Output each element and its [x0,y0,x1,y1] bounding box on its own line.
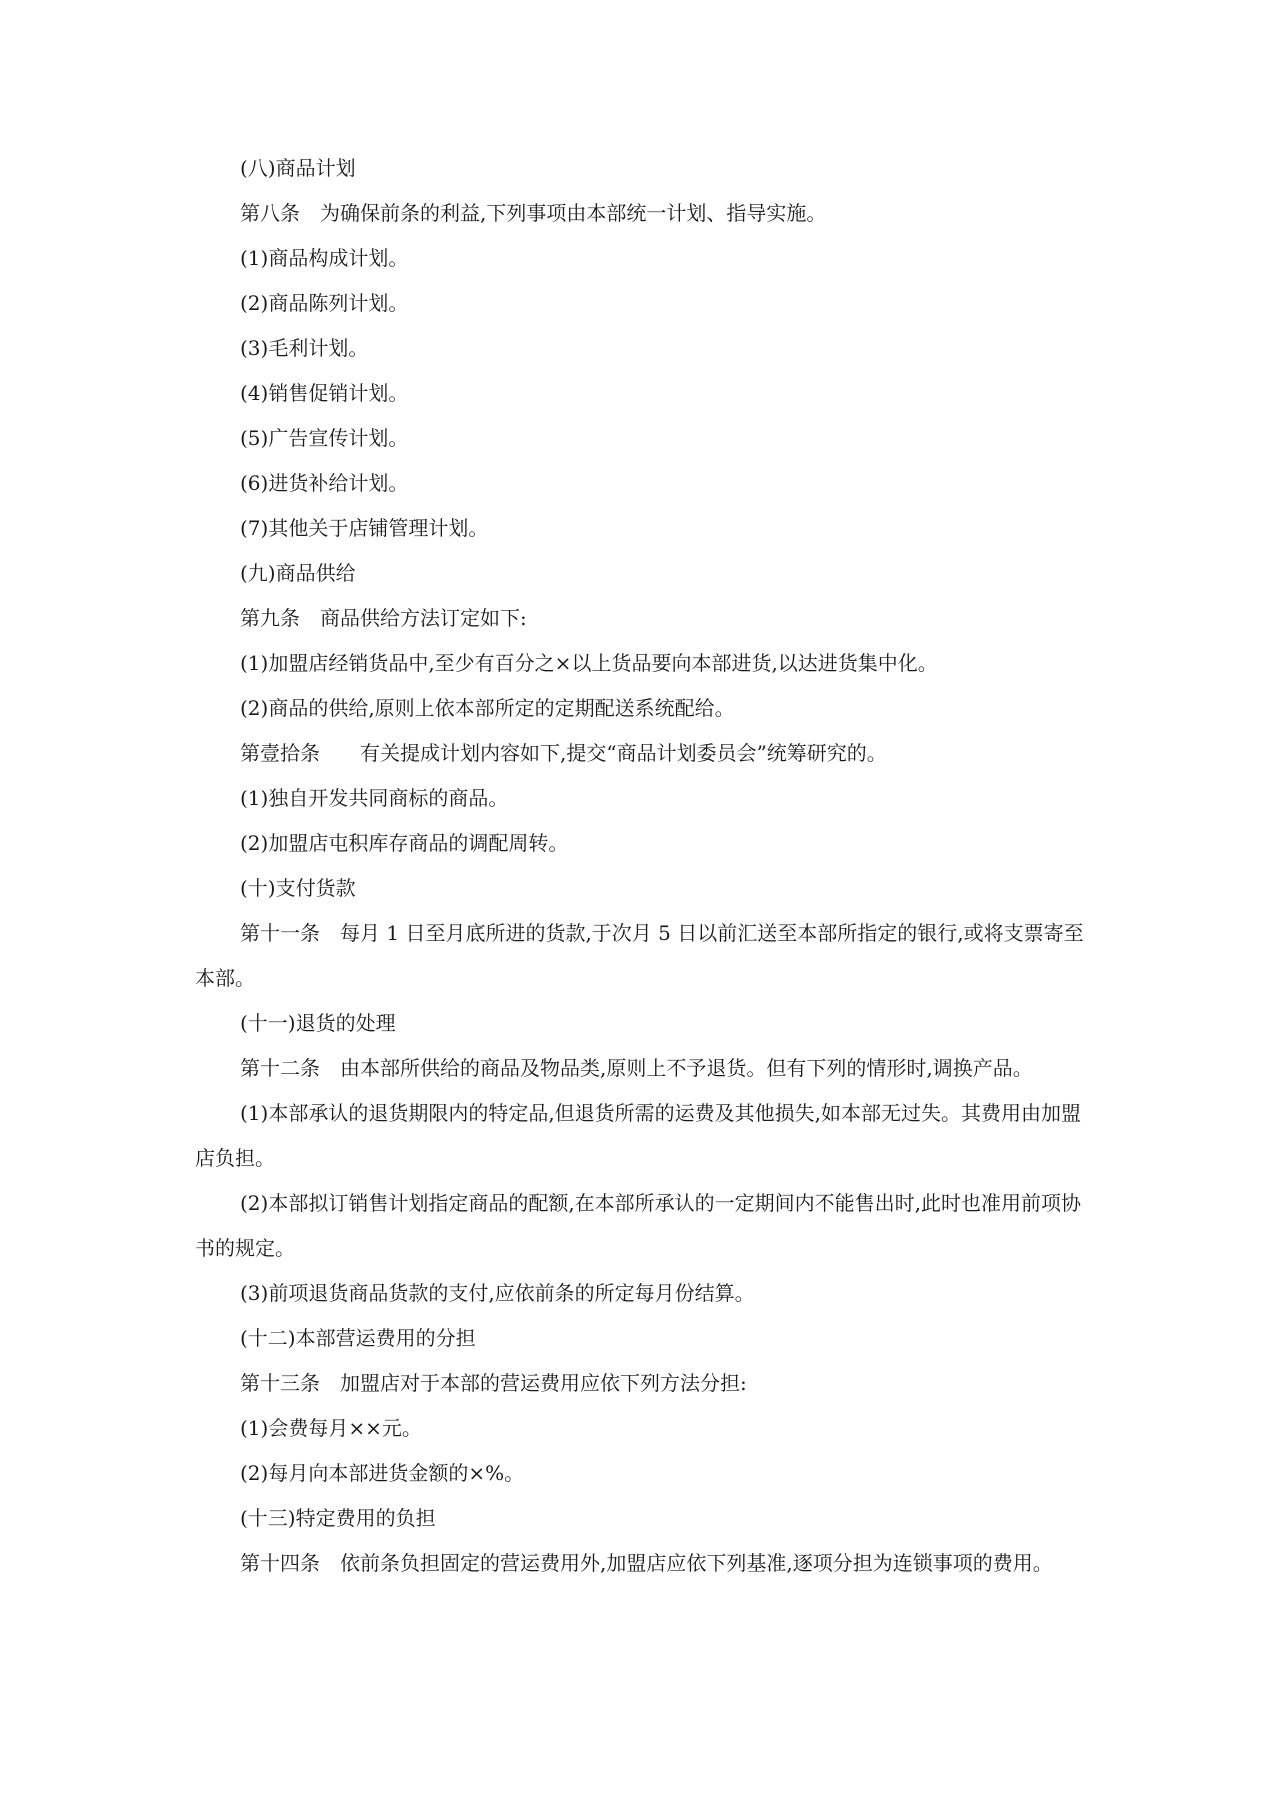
list-item: (2)加盟店屯积库存商品的调配周转。 [240,831,569,855]
list-item: (1)商品构成计划。 [240,246,409,270]
section-heading-13: (十三)特定费用的负担 [240,1506,436,1530]
list-item: (1)独自开发共同商标的商品。 [240,786,509,810]
list-item: (5)广告宣传计划。 [240,426,409,450]
document-body [195,146,1095,1586]
article-13: 第十三条 加盟店对于本部的营运费用应依下列方法分担: [240,1371,747,1395]
list-item: (2)商品陈列计划。 [240,291,409,315]
list-item: (1)会费每月××元。 [240,1416,422,1440]
list-item: (2)每月向本部进货金额的×%。 [240,1461,525,1485]
list-item: (4)销售促销计划。 [240,381,409,405]
list-item: (2)商品的供给,原则上依本部所定的定期配送系统配给。 [240,696,735,720]
article-9: 第九条 商品供给方法订定如下: [240,606,527,630]
section-heading-11: (十一)退货的处理 [240,1011,396,1035]
article-10: 第壹拾条 有关提成计划内容如下,提交“商品计划委员会”统筹研究的。 [240,741,887,765]
list-item: (7)其他关于店铺管理计划。 [240,516,489,540]
article-11: 第十一条 每月 1 日至月底所进的货款,于次月 5 日以前汇送至本部所指定的银行,或将支票寄至本部。 [195,921,1084,990]
article-12: 第十二条 由本部所供给的商品及物品类,原则上不予退货。但有下列的情形时,调换产品。 [240,1056,1033,1080]
list-item: (6)进货补给计划。 [240,471,409,495]
list-item: (2)本部拟订销售计划指定商品的配额,在本部所承认的一定期间内不能售出时,此时也准用前项协书的规定。 [195,1191,1082,1260]
section-heading-10: (十)支付货款 [240,876,356,900]
list-item: (1)本部承认的退货期限内的特定品,但退货所需的运费及其他损失,如本部无过失。其费用由加盟店负担。 [195,1101,1082,1170]
section-heading-12: (十二)本部营运费用的分担 [240,1326,476,1350]
article-8: 第八条 为确保前条的利益,下列事项由本部统一计划、指导实施。 [240,201,827,225]
list-item: (3)毛利计划。 [240,336,369,360]
list-item: (3)前项退货商品货款的支付,应依前条的所定每月份结算。 [240,1281,755,1305]
section-heading-8: (八)商品计划 [240,156,356,180]
list-item: (1)加盟店经销货品中,至少有百分之×以上货品要向本部进货,以达进货集中化。 [240,651,938,675]
article-14: 第十四条 依前条负担固定的营运费用外,加盟店应依下列基准,逐项分担为连锁事项的费用。 [240,1551,1053,1575]
section-heading-9: (九)商品供给 [240,561,356,585]
